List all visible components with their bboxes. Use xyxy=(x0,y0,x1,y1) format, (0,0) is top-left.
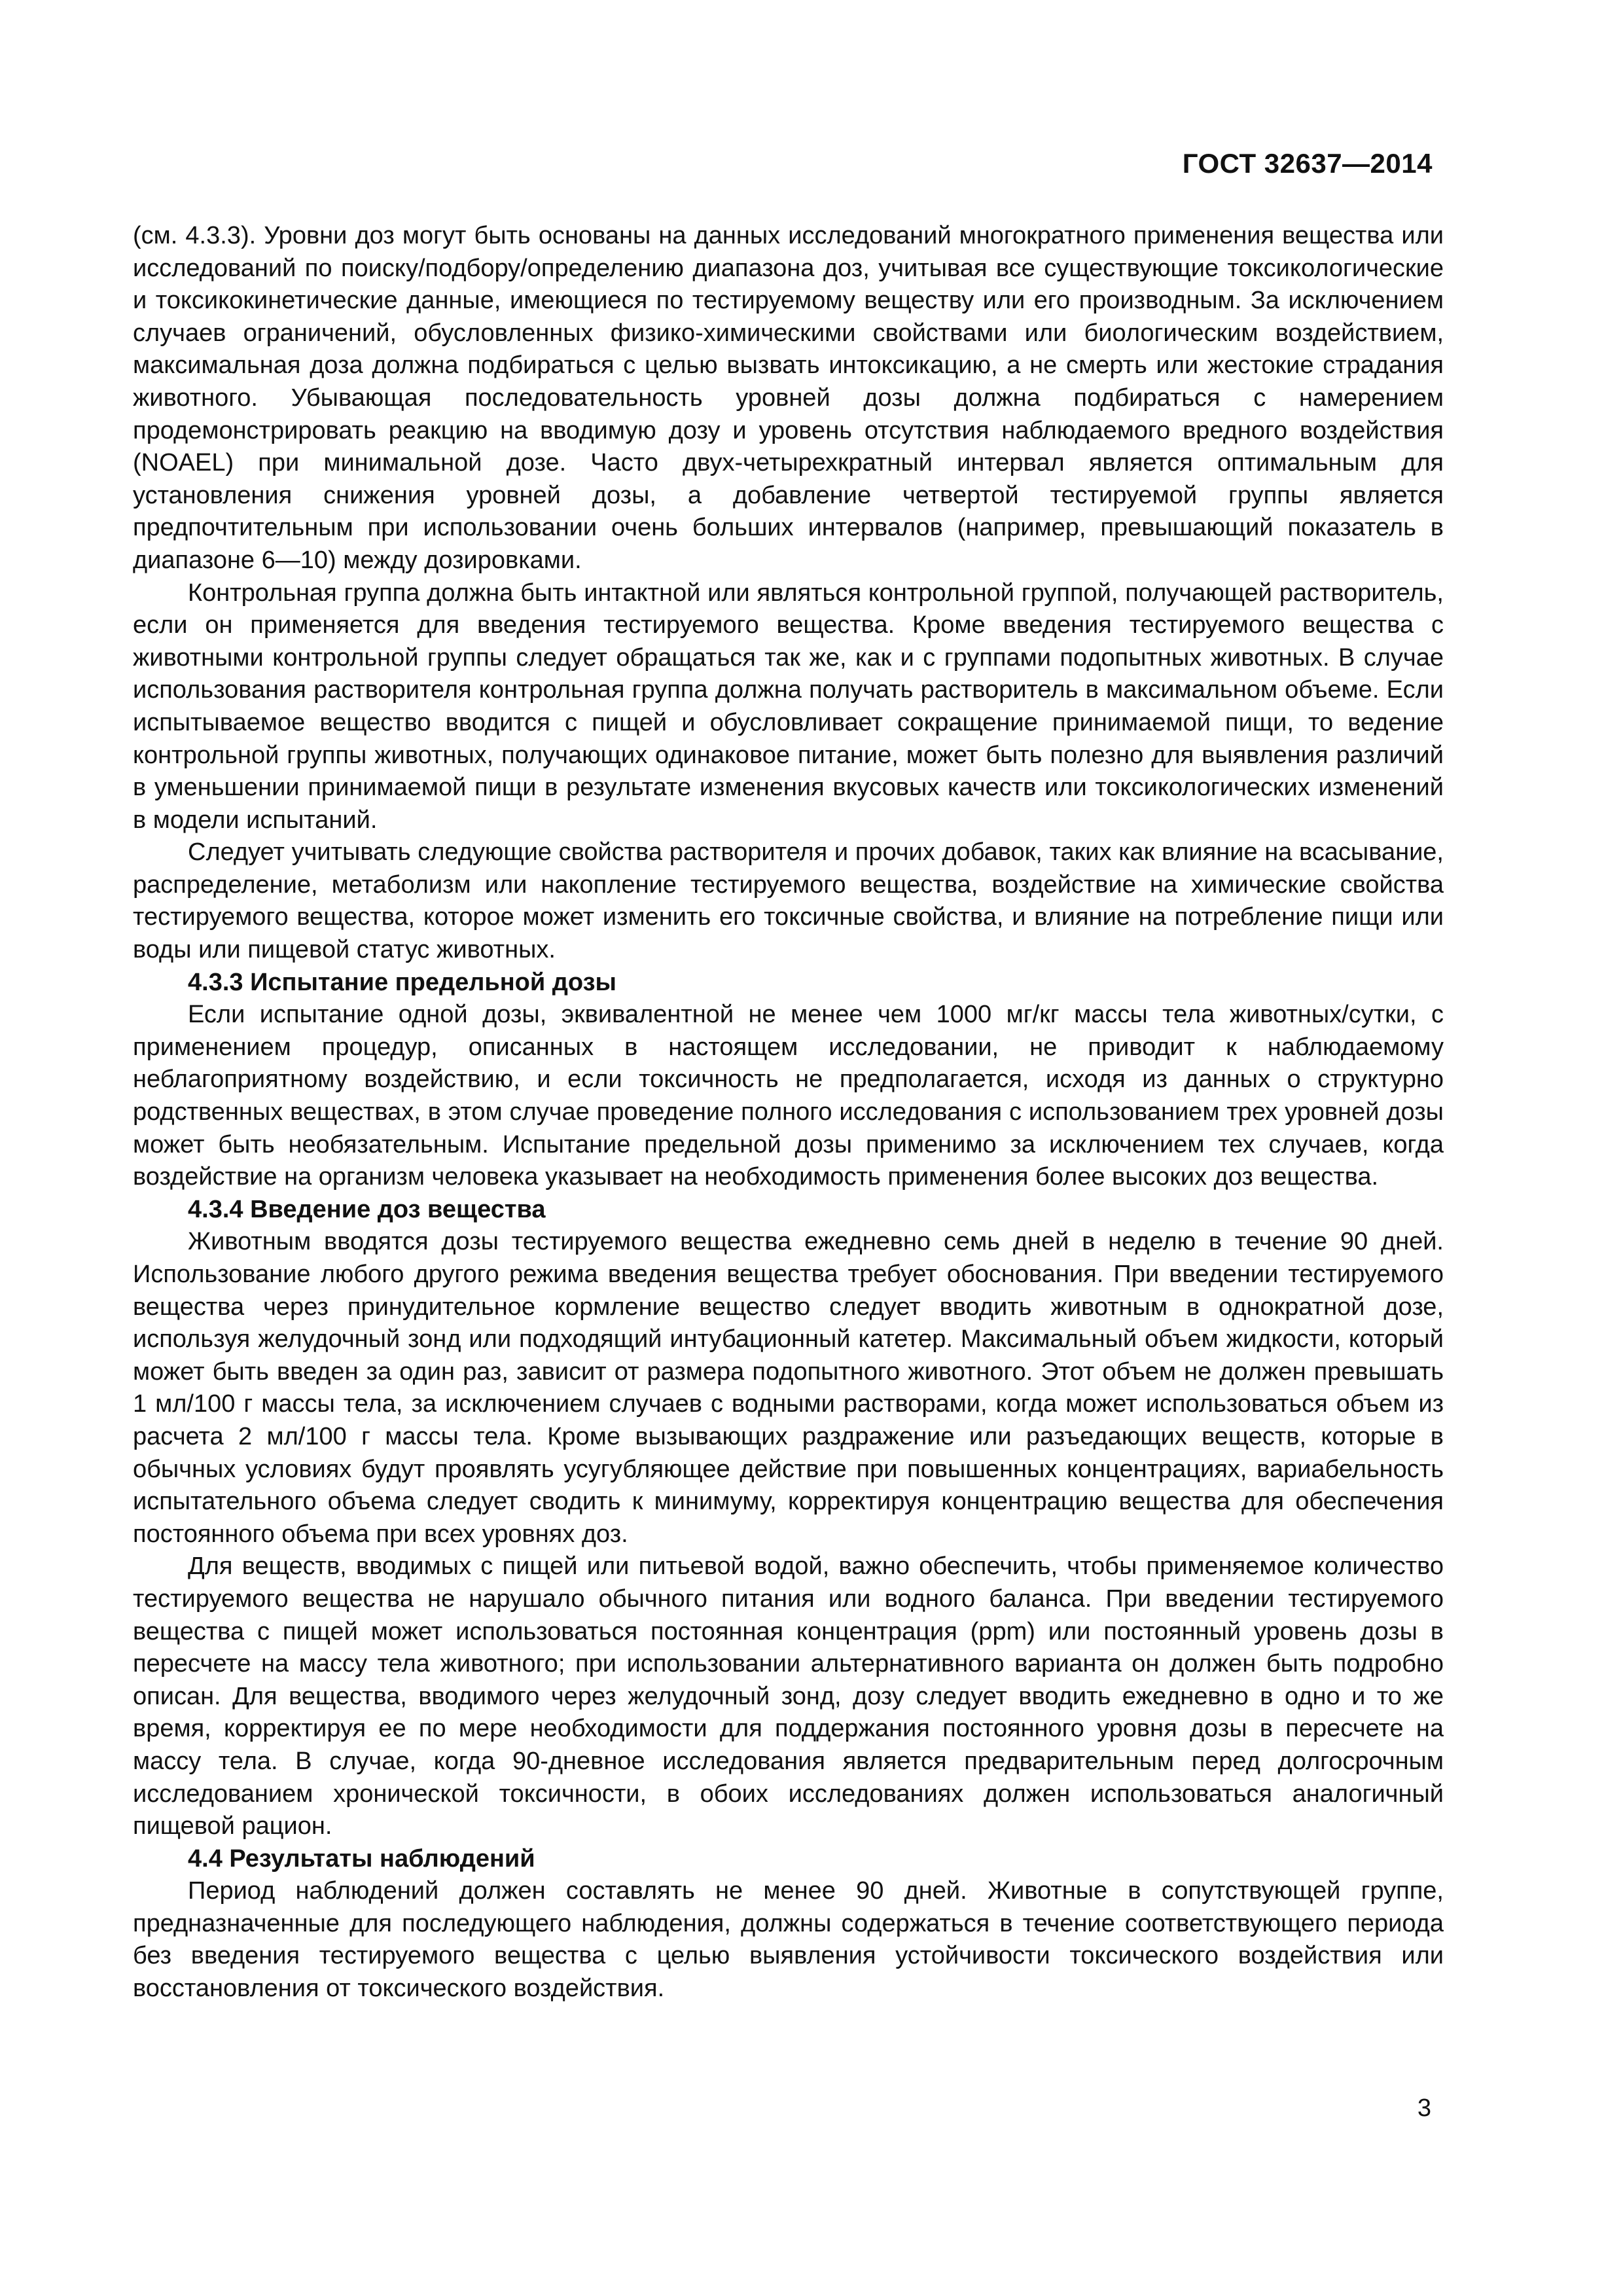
paragraph-dose-administration: Животным вводятся дозы тестируемого вещества ежедневно семь дней в неделю в течение 90 дней. Использование любого другого режима введения вещества требует обоснования. При введении тестируемого вещества через принудительное кормление вещество следует вводить животным в однократной дозе, используя желудочный зонд или подходящий интубационный катетер. Максимальный объем жидкости, который может быть введен за один раз, зависит от размера подопытного животного. Этот объем не должен превышать 1 мл/100 г массы тела, за исключением случаев с водными растворами, когда может использоваться объем из расчета 2 мл/100 г массы тела. Кроме вызывающих раздражение или разъедающих веществ, которые в обычных условиях будут проявлять усугубляющее действие при повышенных концентрациях, вариабельность испытательного объема следует сводить к минимуму, корректируя концентрацию вещества для обеспечения постоянного объема при всех уровнях доз. xyxy=(133,1228,1444,1548)
heading-4-3-3: 4.3.3 Испытание предельной дозы xyxy=(188,968,616,996)
paragraph-dose-levels: (см. 4.3.3). Уровни доз могут быть основаны на данных исследований многократного применения вещества или исследований по поиску/подбору/определению диапазона доз, учитывая все существующие токсикологические и токсикокинетические данные, имеющиеся по тестируемому веществу или его производным. За исключением случаев ограничений, обусловленных физико-химическими свойствами или биологическим воздействием, максимальная доза должна подбираться с целью вызвать интоксикацию, а не смерть или жестокие страдания животного. Убывающая последовательность уровней дозы должна подбираться с намерением продемонстрировать реакцию на вводимую дозу и уровень отсутствия наблюдаемого вредного воздействия (NOAEL) при минимальной дозе. Часто двух-четырехкратный интервал является оптимальным для установления снижения уровней дозы, а добавление четвертой тестируемой группы является предпочтительным при использовании очень больших интервалов (например, превышающий показатель в диапазоне 6—10) между дозировками. xyxy=(133,222,1444,574)
paragraph-diet-administration: Для веществ, вводимых с пищей или питьевой водой, важно обеспечить, чтобы применяемое количество тестируемого вещества не нарушало обычного питания или водного баланса. При введении тестируемого вещества с пищей может использоваться постоянная концентрация (ppm) или постоянный уровень дозы в пересчете на массу тела животного; при использовании альтернативного варианта он должен быть подробно описан. Для вещества, вводимого через желудочный зонд, дозу следует вводить ежедневно в одно и то же время, корректируя ее по мере необходимости для поддержания постоянного уровня дозы в пересчете на массу тела. В случае, когда 90-дневное исследования является предварительным перед долгосрочным исследованием хронической токсичности, в обоих исследованиях должен использоваться аналогичный пищевой рацион. xyxy=(133,1552,1444,1840)
paragraph-limit-dose: Если испытание одной дозы, эквивалентной не менее чем 1000 мг/кг массы тела животных/сутки, с применением процедур, описанных в настоящем исследовании, не приводит к наблюдаемому неблагоприятному воздействию, и если токсичность не предполагается, исходя из данных о структурно родственных веществах, в этом случае проведение полного исследования с использованием трех уровней дозы может быть необязательным. Испытание предельной дозы применимо за исключением тех случаев, когда воздействие на организм человека указывает на необходимость применения более высоких доз вещества. xyxy=(133,1001,1444,1191)
standard-number-header: ГОСТ 32637—2014 xyxy=(1182,148,1433,179)
paragraph-observation-period: Период наблюдений должен составлять не менее 90 дней. Животные в сопутствующей группе, предназначенные для последующего наблюдения, должны содержаться в течение соответствующего периода без введения тестируемого вещества с целью выявления устойчивости токсического воздействия или восстановления от токсического воздействия. xyxy=(133,1877,1444,2003)
document-body xyxy=(133,220,1444,2005)
paragraph-solvent-properties: Следует учитывать следующие свойства растворителя и прочих добавок, таких как влияние на всасывание, распределение, метаболизм или накопление тестируемого вещества, воздействие на химические свойства тестируемого вещества, которое может изменить его токсичные свойства, и влияние на потребление пищи или воды или пищевой статус животных. xyxy=(133,838,1444,964)
heading-4-3-4: 4.3.4 Введение доз вещества xyxy=(188,1195,546,1223)
page-number: 3 xyxy=(1417,2094,1431,2122)
paragraph-control-group: Контрольная группа должна быть интактной или являться контрольной группой, получающей растворитель, если он применяется для введения тестируемого вещества. Кроме введения тестируемого вещества с животными контрольной группы следует обращаться так же, как и с группами подопытных животных. В случае использования растворителя контрольная группа должна получать растворитель в максимальном объеме. Если испытываемое вещество вводится с пищей и обусловливает сокращение принимаемой пищи, то ведение контрольной группы животных, получающих одинаковое питание, может быть полезно для выявления различий в уменьшении принимаемой пищи в результате изменения вкусовых качеств или токсикологических изменений в модели испытаний. xyxy=(133,579,1444,834)
heading-4-4: 4.4 Результаты наблюдений xyxy=(188,1844,535,1873)
